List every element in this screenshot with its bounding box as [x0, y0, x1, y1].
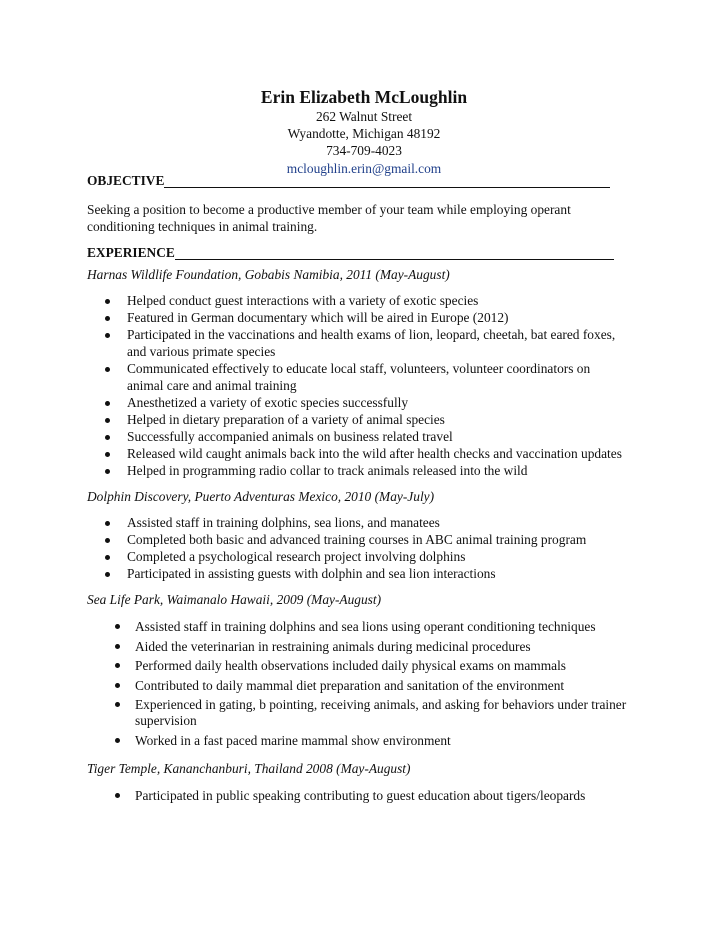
list-item: Anesthetized a variety of exotic species successfully [87, 394, 627, 411]
objective-underline [87, 172, 610, 188]
bullet-icon [105, 367, 110, 372]
bullet-icon [105, 435, 110, 440]
list-item: Featured in German documentary which will be aired in Europe (2012) [87, 309, 627, 326]
list-item: Completed a psychological research project involving dolphins [87, 548, 627, 565]
bullet-icon [105, 521, 110, 526]
bullet-icon [105, 299, 110, 304]
job-heading: Tiger Temple, Kananchanburi, Thailand 2008 (May-August) [87, 760, 411, 776]
street-address: 262 Walnut Street [315, 109, 413, 124]
bullet-icon [105, 452, 110, 457]
list-item: Performed daily health observations included daily physical exams on mammals [87, 656, 627, 676]
bullet-icon [115, 738, 120, 743]
city-state-zip: Wyandotte, Michigan 48192 [287, 126, 441, 142]
bullet-icon [115, 683, 120, 688]
job-heading: Dolphin Discovery, Puerto Adventuras Mexico, 2010 (May-July) [87, 489, 435, 504]
phone-number: 734-709-4023 [326, 143, 402, 159]
bullet-icon [105, 538, 110, 543]
experience-heading: EXPERIENCE [87, 244, 627, 262]
list-item: Communicated effectively to educate local staff, volunteers, volunteer coordinators on animal care and animal training [87, 360, 627, 394]
bullet-icon [105, 418, 110, 423]
bullet-icon [105, 401, 110, 406]
bullet-icon [105, 333, 110, 338]
list-item: Experienced in gating, b pointing, receiving animals, and asking for behaviors under trainer supervision [87, 695, 627, 731]
job-bullet-list [87, 786, 627, 806]
list-item: Participated in public speaking contributing to guest education about tigers/leopards [87, 786, 627, 806]
list-item: Successfully accompanied animals on business related travel [87, 428, 627, 445]
email-address: mcloughlin.erin@gmail.com [286, 160, 442, 176]
list-item: Participated in assisting guests with dolphin and sea lion interactions [87, 565, 627, 582]
bullet-icon [115, 793, 120, 798]
bullet-icon [115, 702, 120, 707]
list-item: Worked in a fast paced marine mammal show environment [87, 731, 627, 751]
list-item: Helped conduct guest interactions with a variety of exotic species [87, 292, 627, 309]
objective-heading: OBJECTIVE [87, 172, 627, 190]
job-bullet-list [87, 514, 627, 582]
bullet-icon [105, 572, 110, 577]
resume-header [0, 86, 728, 177]
list-item: Aided the veterinarian in restraining animals during medicinal procedures [87, 637, 627, 657]
list-item: Assisted staff in training dolphins, sea lions, and manatees [87, 514, 627, 531]
bullet-icon [115, 624, 120, 629]
job-bullet-list [87, 292, 627, 479]
job-heading: Harnas Wildlife Foundation, Gobabis Namibia, 2011 (May-August) [87, 267, 450, 282]
job-bullet-list [87, 617, 627, 751]
list-item: Contributed to daily mammal diet preparation and sanitation of the environment [87, 676, 627, 696]
list-item: Assisted staff in training dolphins and sea lions using operant conditioning techniques [87, 617, 627, 637]
list-item: Completed both basic and advanced training courses in ABC animal training program [87, 531, 627, 548]
list-item: Helped in programming radio collar to track animals released into the wild [87, 462, 627, 479]
list-item: Released wild caught animals back into the wild after health checks and vaccination updates [87, 445, 627, 462]
bullet-icon [105, 555, 110, 560]
bullet-icon [105, 316, 110, 321]
list-item: Helped in dietary preparation of a variety of animal species [87, 411, 627, 428]
list-item: Participated in the vaccinations and health exams of lion, leopard, cheetah, bat eared foxes, and various primate species [87, 326, 627, 360]
resume-body [87, 172, 627, 805]
job-heading: Sea Life Park, Waimanalo Hawaii, 2009 (May-August) [87, 592, 382, 607]
bullet-icon [115, 663, 120, 668]
objective-text: Seeking a position to become a productive member of your team while employing operant conditioning techniques in animal training. [87, 202, 571, 234]
bullet-icon [115, 644, 120, 649]
bullet-icon [105, 469, 110, 474]
applicant-name: Erin Elizabeth McLoughlin [260, 87, 468, 107]
